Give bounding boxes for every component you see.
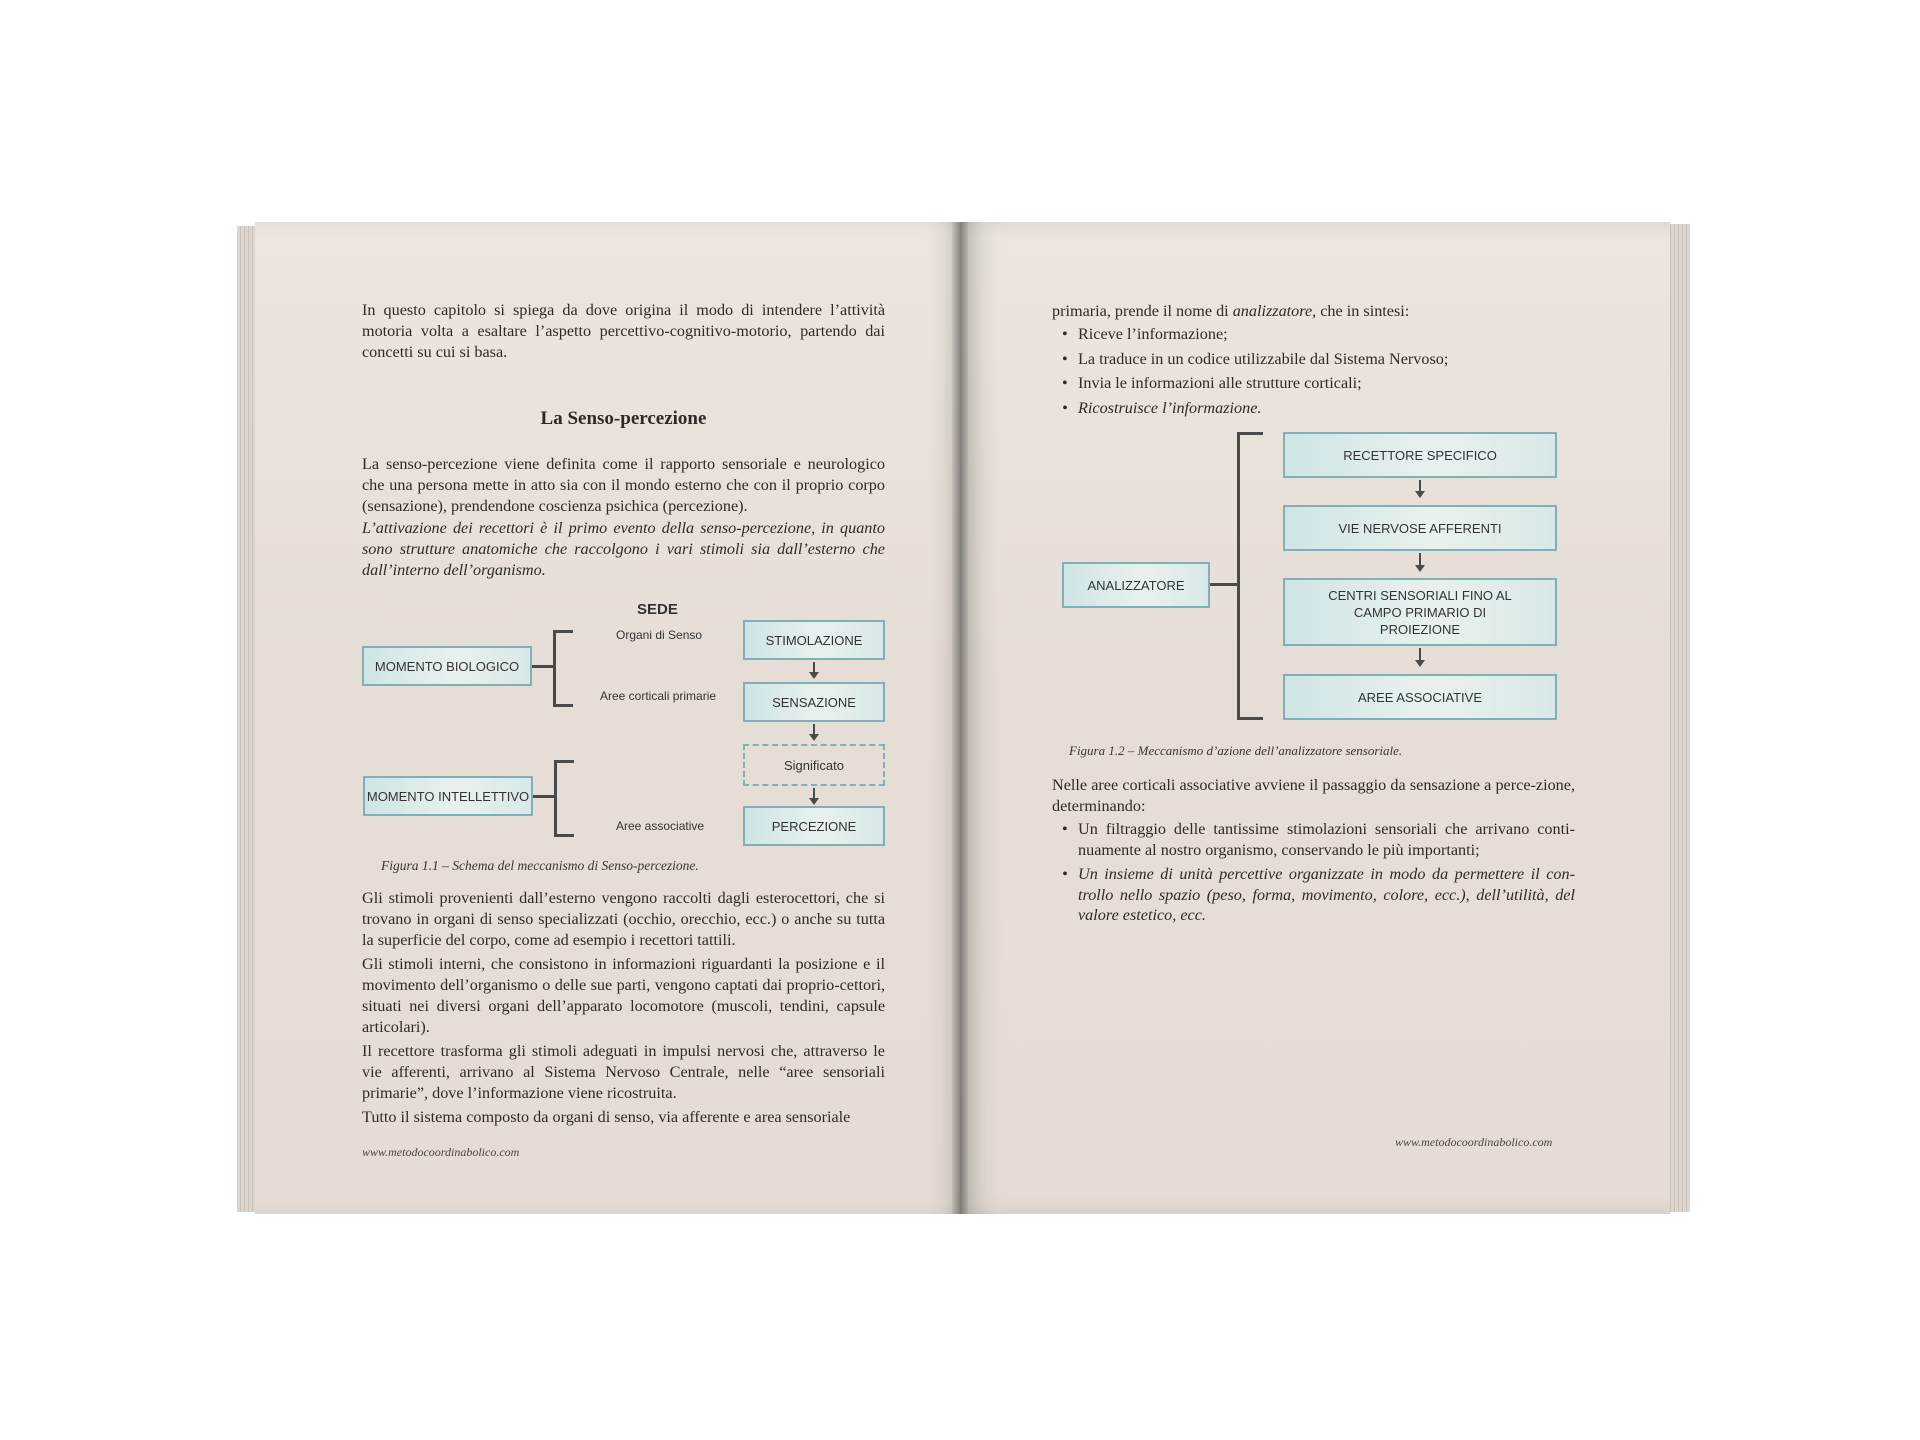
centri-sensoriali-box: CENTRI SENSORIALI FINO AL CAMPO PRIMARIO DI PROIEZIONE: [1283, 578, 1557, 646]
body-paragraph-2: Gli stimoli provenienti dall’esterno vengono raccolti dagli esterocettori, che si trovano in organi di senso specializzati (occhio, orecchio, ecc.) o anche su tutta la superficie del corpo, come ad esempio i recettori tattili.: [362, 889, 885, 949]
book-spine-shadow: [952, 222, 968, 1214]
vie-nervose-afferenti-box: VIE NERVOSE AFFERENTI: [1283, 505, 1557, 551]
bracket-connector: [532, 665, 554, 668]
analizzatore-box: ANALIZZATORE: [1062, 562, 1210, 608]
page-footer-url: www.metodocoordinabolico.com: [362, 1145, 520, 1159]
sensazione-box: SENSAZIONE: [743, 682, 885, 722]
stimolazione-box: STIMOLAZIONE: [743, 620, 885, 660]
page-footer-url: www.metodocoordinabolico.com: [1395, 1135, 1553, 1149]
body-paragraph-1: La senso-percezione viene definita come il rapporto sensoriale e neurologico che una persona mette in atto sia con il mondo esterno che con il proprio corpo (sensazione), prendendone coscienza psichica (percezione).: [362, 455, 885, 515]
flow-arrow: [809, 798, 819, 805]
flow-arrow: [1415, 491, 1425, 498]
flow-arrow: [1415, 565, 1425, 572]
list-item: • Invia le informazioni alle strutture corticali;: [1062, 371, 1572, 396]
body-paragraph-5: Tutto il sistema composto da organi di senso, via afferente e area sensoriale: [362, 1108, 851, 1126]
bracket-connector: [1210, 583, 1238, 586]
flow-arrow: [809, 734, 819, 741]
aree-corticali-primarie-label: Aree corticali primarie: [600, 689, 717, 703]
figure-caption: Figura 1.2 – Meccanismo d’azione dell’analizzatore sensoriale.: [1069, 743, 1403, 758]
lead-italic-term: analizzatore: [1232, 302, 1313, 320]
bracket-tick: [553, 630, 573, 633]
list-item: • Ricostruisce l’informazione.: [1062, 396, 1572, 421]
aree-associative-box: AREE ASSOCIATIVE: [1283, 674, 1557, 720]
bracket-tick: [553, 704, 573, 707]
left-page: [255, 222, 960, 1214]
list-item: • Un insieme di unità percettive organizzate in modo da permettere il con-trollo nello spazio (peso, forma, movimento, colore, ecc.), dell’utilità, del valore estetico, ecc.: [1062, 864, 1575, 926]
section-heading: La Senso-percezione: [540, 408, 707, 429]
bracket-tick: [554, 834, 574, 837]
flow-arrow: [1415, 660, 1425, 667]
flow-arrow: [809, 672, 819, 679]
bracket-tick: [1237, 717, 1263, 720]
body-paragraph-3: Gli stimoli interni, che consistono in informazioni riguardanti la posizione e il movimento dell’organismo o delle sue parti, vengono captati dai proprio-cettori, situati nei diversi organi dell’apparato locomotore (muscoli, tendini, capsule articolari).: [362, 955, 885, 1036]
bracket-connector: [533, 795, 555, 798]
bracket-tick: [554, 760, 574, 763]
right-page: [960, 222, 1670, 1214]
bracket-vertical: [553, 630, 556, 707]
momento-intellettivo-box: MOMENTO INTELLETTIVO: [363, 776, 533, 816]
bracket-vertical: [554, 760, 557, 837]
body-paragraph-italic: L’attivazione dei recettori è il primo evento della senso-percezione, in quanto sono strutture anatomiche che raccolgono i vari stimoli sia dall’esterno che dall’interno dell’organismo.: [362, 519, 885, 579]
figure-caption: Figura 1.1 – Schema del meccanismo di Senso-percezione.: [381, 858, 699, 873]
body-paragraph-1: Nelle aree corticali associative avviene il passaggio da sensazione a perce-zione, determinando:: [1052, 776, 1575, 815]
significato-box: Significato: [743, 744, 885, 786]
aree-associative-label: Aree associative: [616, 819, 705, 833]
list-item: • Un filtraggio delle tantissime stimolazioni sensoriali che arrivano conti-nuamente al nostro organismo, conservando le più importanti;: [1062, 819, 1575, 860]
bracket-tick: [1237, 432, 1263, 435]
lead-text: primaria, prende il nome di: [1052, 302, 1233, 320]
lead-text-end: , che in sintesi:: [1312, 302, 1410, 320]
list-item: • La traduce in un codice utilizzabile dal Sistema Nervoso;: [1062, 347, 1572, 372]
list-item: • Riceve l’informazione;: [1062, 322, 1572, 347]
intro-paragraph: In questo capitolo si spiega da dove origina il modo di intendere l’attività motoria volta a esaltare l’aspetto percettivo-cognitivo-motorio, partendo dai concetti su cui si basa.: [362, 301, 885, 361]
determinando-bullet-list: [1062, 819, 1575, 930]
recettore-specifico-box: RECETTORE SPECIFICO: [1283, 432, 1557, 478]
body-paragraph-4: Il recettore trasforma gli stimoli adeguati in impulsi nervosi che, attraverso le vie afferenti, arrivano al Sistema Nervoso Centrale, nelle “aree sensoriali primarie”, dove l’informazione viene ricostruita.: [362, 1042, 885, 1102]
momento-biologico-box: MOMENTO BIOLOGICO: [362, 646, 532, 686]
sede-label: SEDE: [637, 601, 678, 618]
figure-1-2: [960, 222, 1670, 1214]
percezione-box: PERCEZIONE: [743, 806, 885, 846]
organi-di-senso-label: Organi di Senso: [616, 628, 703, 642]
bracket-vertical: [1237, 432, 1240, 720]
